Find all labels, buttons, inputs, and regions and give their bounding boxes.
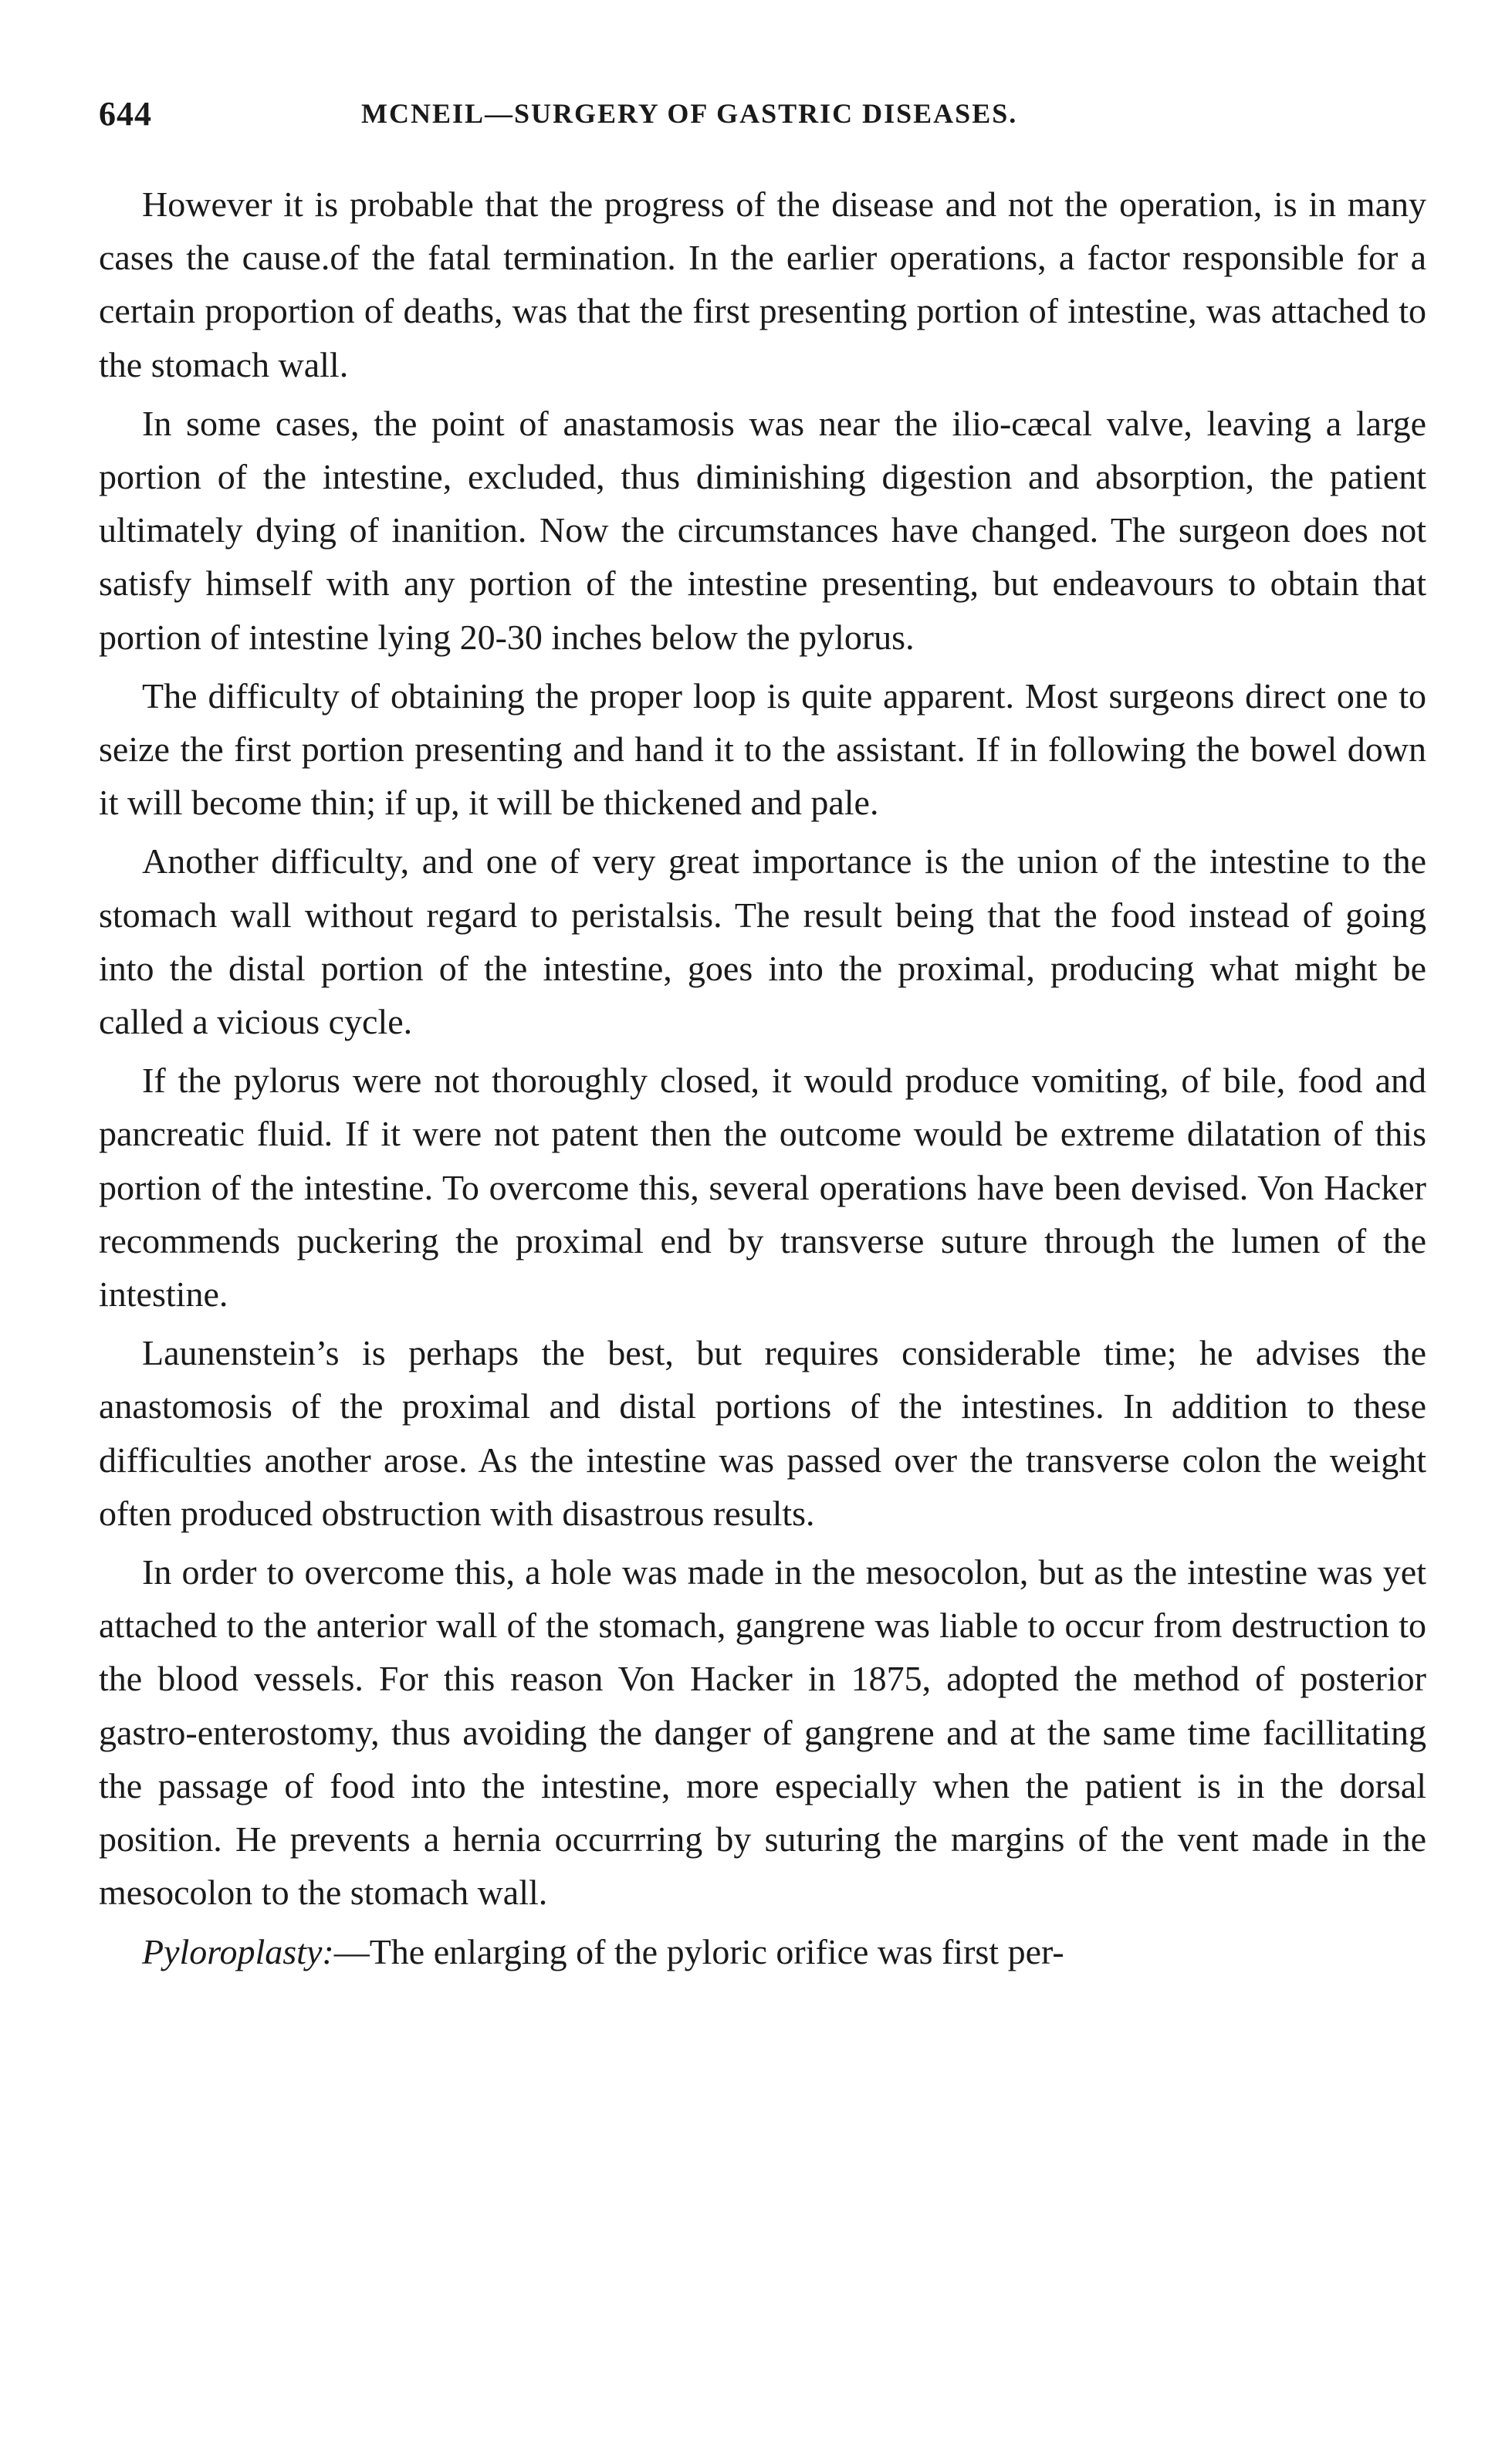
page-header (99, 94, 1426, 140)
paragraph: If the pylorus were not thoroughly closed, it would produce vomiting, of bile, food and pancreatic fluid. If it were not patent then the outcome would be extreme dilatation of this portion of the intestine. To overcome this, several operations have been devised. Von Hacker recommends puckering the proximal end by transverse suture through the lumen of the intestine. (99, 1061, 1426, 1315)
paragraph: The difficulty of obtaining the proper loop is quite apparent. Most surgeons direct one to seize the first portion presenting and hand it to the assistant. If in following the bowel down it will become thin; if up, it will be thickened and pale. (99, 675, 1426, 823)
paragraph-text: —The enlarging of the pyloric orifice was first per- (333, 1931, 1064, 1971)
body-text (99, 178, 1426, 1984)
paragraph: In order to overcome this, a hole was made in the mesocolon, but as the intestine was yet attached to the anterior wall of the stomach, gangrene was liable to occur from destruction to the blood vessels. For this reason Von Hacker in 1875, adopted the method of posterior gastro-enterostomy, thus avoiding the danger of gangrene and at the same time facillitating the passage of food into the intestine, more especially when the patient is in the dorsal position. He prevents a hernia occurrring by suturing the margins of the vent made in the mesocolon to the stomach wall. (99, 1552, 1426, 1913)
paragraph: However it is probable that the progress of the disease and not the operation, is in many cases the cause.of the fatal termination. In the earlier operations, a factor responsible for a certain proportion of deaths, was that the first presenting portion of intestine, was attached to the stomach wall. (99, 184, 1426, 384)
paragraph: Another difficulty, and one of very great importance is the union of the intestine to the stomach wall without regard to peristalsis. The result being that the food instead of going into the distal portion of the intestine, goes into the proximal, producing what might be called a vicious cycle. (99, 841, 1426, 1042)
section-lead-in: Pyloroplasty: (142, 1931, 334, 1971)
paragraph: In some cases, the point of anastamosis was near the ilio-cæcal valve, leaving a large portion of the intestine, excluded, thus diminishing digestion and absorption, the patient ultimately dying of inanition. Now the circumstances have changed. The surgeon does not satisfy himself with any portion of the intestine presenting, but endeavours to obtain that portion of intestine lying 20-30 inches below the pylorus. (99, 403, 1426, 657)
paragraph-pyloroplasty (99, 1925, 1426, 1978)
running-head: MCNEIL—SURGERY OF GASTRIC DISEASES. (361, 98, 1018, 129)
page-number: 644 (99, 95, 152, 133)
paragraph: Launenstein’s is perhaps the best, but requires considerable time; he advises the anastomosis of the proximal and distal portions of the intestines. In addition to these difficulties another arose. As the intestine was passed over the transverse colon the weight often produced obstruction with disastrous results. (99, 1333, 1426, 1533)
